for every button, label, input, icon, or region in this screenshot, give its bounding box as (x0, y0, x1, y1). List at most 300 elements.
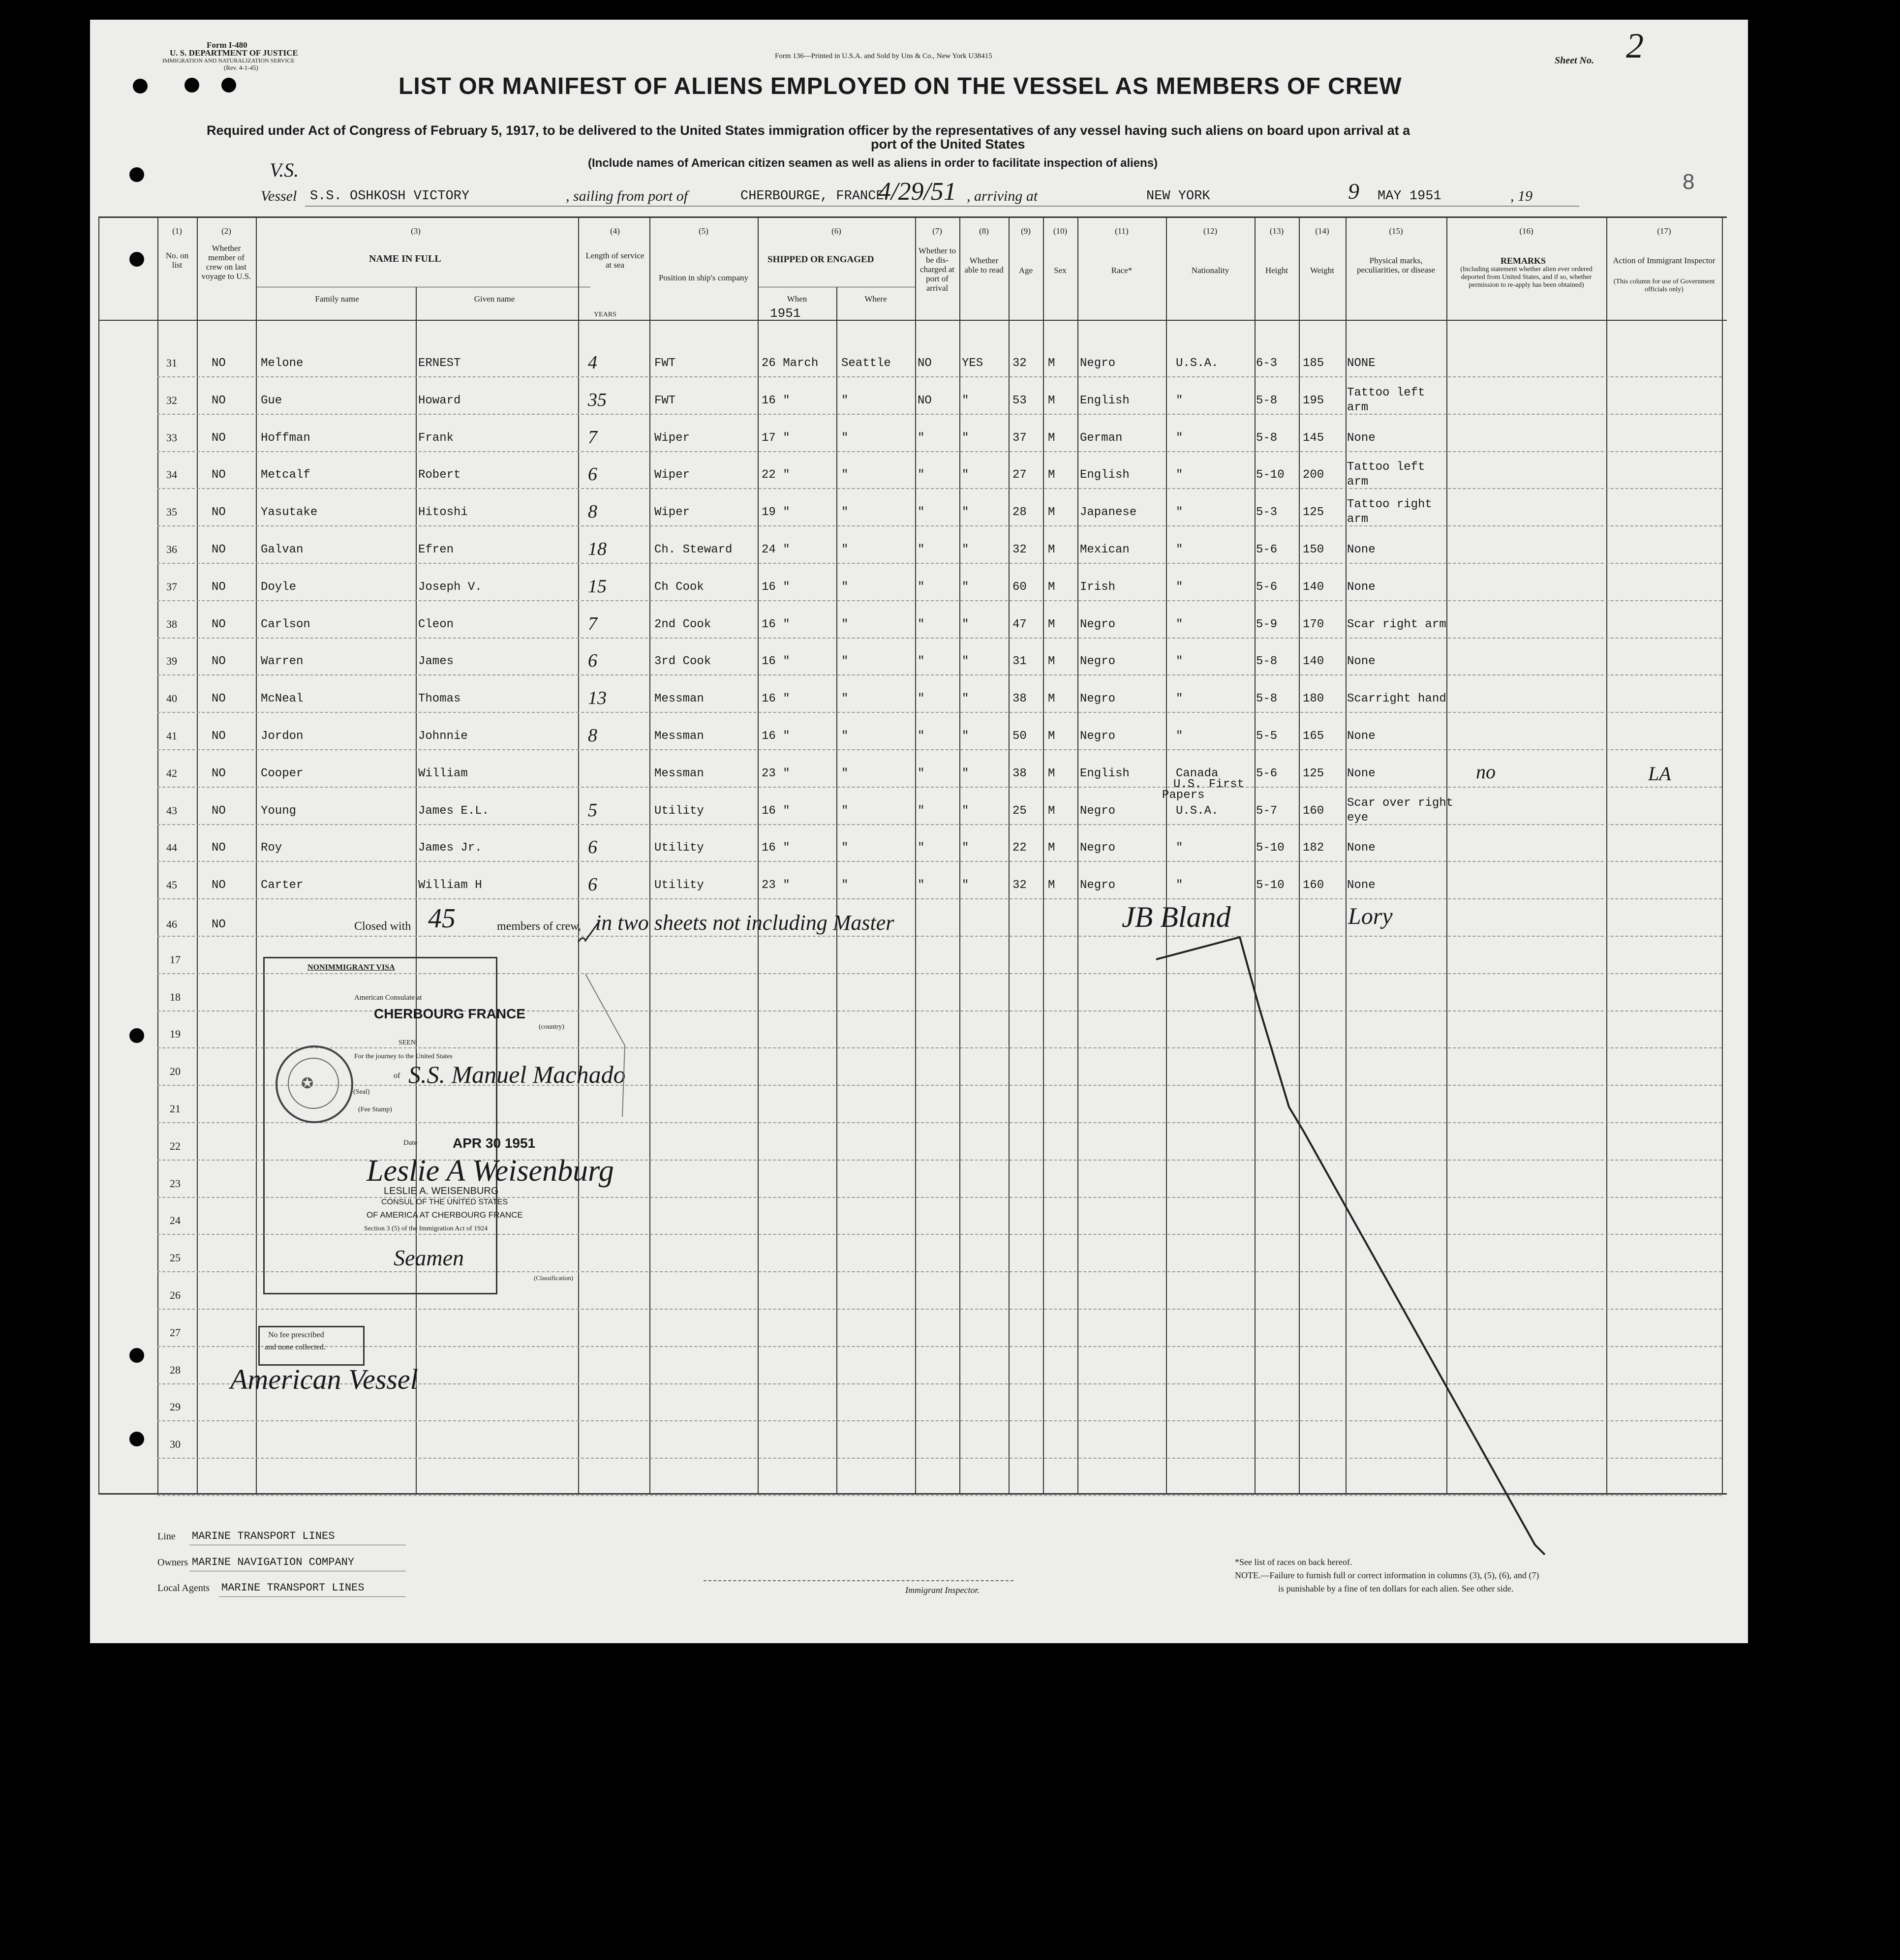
cell-given: Efren (418, 543, 454, 556)
cell-sex: M (1048, 394, 1055, 407)
subtitle-line-1: Required under Act of Congress of February 5, 1917, to be delivered to the United States immigration officer by the representatives of any vessel having such aliens on board upon arrival at a (207, 123, 1410, 138)
cell-no: 45 (166, 879, 177, 891)
cell-when: 23 " (762, 879, 790, 892)
inspector-initials-2: Lory (1348, 903, 1393, 929)
cell-read: " (962, 543, 969, 556)
cell-family: Galvan (261, 543, 304, 556)
cell-nationality: " (1176, 841, 1183, 855)
col-header-action: Action of Immigrant Inspector (1613, 256, 1716, 265)
cell-weight: 160 (1303, 879, 1324, 892)
cell-read: " (962, 468, 969, 482)
cell-read: " (962, 804, 969, 818)
closing-text: in two sheets not including Master (595, 911, 894, 935)
cell-age: 37 (1012, 431, 1027, 445)
races-note: *See list of races on back hereof. (1235, 1557, 1352, 1567)
col-header-weight: Weight (1310, 266, 1334, 275)
cell-when: 17 " (762, 431, 790, 445)
cell-years: 6 (588, 837, 597, 858)
cell-prev: NO (212, 730, 226, 743)
cell-years: 13 (588, 688, 607, 709)
cell-no: 32 (166, 394, 177, 406)
cell-weight: 150 (1303, 543, 1324, 556)
cell-years: 7 (588, 427, 597, 448)
cell-height: 5-6 (1256, 766, 1278, 780)
cell-where: " (841, 543, 849, 556)
sailing-date: 4/29/51 (878, 178, 956, 206)
cell-marks: None (1347, 841, 1376, 855)
col-num-3: (3) (411, 226, 421, 236)
cell-height: 5-10 (1256, 841, 1285, 855)
cell-sex: M (1048, 692, 1055, 706)
stamp-classification-label: (Classification) (534, 1274, 574, 1282)
cell-weight: 200 (1303, 468, 1324, 482)
cell-discharged: " (918, 804, 925, 818)
cell-years: 35 (588, 389, 607, 410)
cell-weight: 145 (1303, 431, 1324, 445)
col-header-service: Length of service at sea (585, 251, 644, 270)
cell-given: William H (418, 879, 482, 892)
cell-no: 44 (166, 841, 177, 854)
footer-line: MARINE TRANSPORT LINES (192, 1530, 335, 1542)
cell-prev: NO (212, 357, 226, 370)
closing-members: members of crew, (497, 920, 582, 933)
cell-race: Negro (1080, 692, 1116, 706)
cell-discharged: " (918, 543, 925, 556)
check-mark (578, 920, 600, 942)
cell-race: English (1080, 394, 1130, 407)
cell-age: 31 (1012, 655, 1027, 669)
cell-sex: M (1048, 580, 1055, 594)
cell-family: Doyle (261, 580, 297, 594)
empty-row-number: 23 (170, 1177, 181, 1190)
inspector-label: Immigrant Inspector. (905, 1585, 980, 1595)
stamp-journey: For the journey to the United States (354, 1053, 453, 1060)
sheet-number: 2 (1626, 26, 1644, 65)
cell-when: 24 " (762, 543, 790, 556)
arrival-day: 9 (1348, 179, 1359, 204)
cell-no: 35 (166, 506, 177, 519)
vessel-name: S.S. OSHKOSH VICTORY (310, 189, 470, 204)
cell-given: ERNEST (418, 357, 461, 370)
col-header-height: Height (1265, 266, 1288, 275)
col-header-sex: Sex (1054, 266, 1067, 275)
cell-where: " (841, 580, 849, 594)
cell-race: Japanese (1080, 506, 1137, 520)
cell-position: Wiper (654, 468, 690, 482)
cell-nationality: " (1176, 394, 1183, 407)
stamp-vessel: S.S. Manuel Machado (408, 1061, 626, 1088)
cell-weight: 140 (1303, 655, 1324, 669)
empty-row-number: 29 (170, 1401, 181, 1413)
consul-place: OF AMERICA AT CHERBOURG FRANCE (367, 1210, 523, 1220)
cell-action: LA (1648, 762, 1671, 785)
cell-where: " (841, 468, 849, 482)
cell-years: 5 (588, 799, 597, 821)
col-num-4: (4) (610, 226, 620, 236)
cell-where: " (841, 692, 849, 706)
cell-no: 36 (166, 543, 177, 555)
cell-position: 2nd Cook (654, 617, 711, 631)
col-num-9: (9) (1021, 226, 1031, 236)
cell-marks: None (1347, 431, 1376, 445)
cell-where: " (841, 394, 849, 407)
col-header-position: Position in ship's company (658, 273, 749, 282)
cell-race: English (1080, 468, 1130, 482)
cell-sex: M (1048, 766, 1055, 780)
cell-years: 6 (588, 650, 597, 672)
stamp-place: CHERBOURG FRANCE (374, 1006, 525, 1021)
col-header-years: YEARS (594, 311, 616, 318)
col-header-family-name: Family name (315, 294, 359, 304)
cell-discharged: " (918, 617, 925, 631)
col-header-discharged: Whether to be dis-charged at port of arrival (919, 246, 956, 293)
cell-position: Utility (654, 804, 704, 818)
cell-weight: 160 (1303, 804, 1324, 818)
col-num-12: (12) (1203, 226, 1218, 236)
footer-agents: MARINE TRANSPORT LINES (221, 1582, 365, 1594)
american-vessel-note: American Vessel (230, 1363, 418, 1395)
cell-age: 47 (1012, 617, 1027, 631)
inspector-initials: JB Bland (1122, 901, 1231, 933)
empty-row-number: 26 (170, 1289, 181, 1301)
cell-family: Melone (261, 357, 304, 370)
cell-weight: 140 (1303, 580, 1324, 594)
cell-position: Messman (654, 766, 704, 780)
consul-name: LESLIE A. WEISENBURG (384, 1186, 499, 1196)
col-num-6: (6) (831, 226, 841, 236)
cell-years: 7 (588, 613, 597, 634)
fee-line-1: No fee prescribed (268, 1331, 324, 1339)
cell-no: 37 (166, 580, 177, 593)
cell-read: " (962, 655, 969, 669)
empty-row-number: 21 (170, 1102, 181, 1115)
cell-when: 16 " (762, 617, 790, 631)
cell-discharged: " (918, 879, 925, 892)
cell-no: 34 (166, 468, 177, 481)
cell-nationality: " (1176, 580, 1183, 594)
cell-position: FWT (654, 357, 676, 370)
col-header-physical-marks: Physical marks, peculiarities, or disease (1356, 256, 1436, 275)
empty-row-number: 27 (170, 1326, 181, 1339)
service: IMMIGRATION AND NATURALIZATION SERVICE (162, 57, 295, 64)
empty-row-number: 19 (170, 1028, 181, 1041)
cell-position: Ch. Steward (654, 543, 733, 556)
cell-position: Utility (654, 879, 704, 892)
cell-nationality-note: Papers (1162, 788, 1205, 802)
cell-family: Metcalf (261, 468, 310, 482)
cell-when: 16 " (762, 804, 790, 818)
col-num-15: (15) (1389, 226, 1403, 236)
page-title: LIST OR MANIFEST OF ALIENS EMPLOYED ON THE VESSEL AS MEMBERS OF CREW (398, 73, 1402, 99)
cell-when: 23 " (762, 766, 790, 780)
cell-prev: NO (212, 394, 226, 407)
col-num-14: (14) (1315, 226, 1329, 236)
col-header-age: Age (1018, 266, 1033, 275)
cell-read: " (962, 506, 969, 520)
cell-where: " (841, 766, 849, 780)
cell-given: Howard (418, 394, 461, 407)
cell-discharged: " (918, 730, 925, 743)
cell-prev: NO (212, 580, 226, 594)
cell-no: 42 (166, 766, 177, 779)
cell-read: " (962, 879, 969, 892)
col-num-1: (1) (172, 226, 182, 236)
cell-age: 60 (1012, 580, 1027, 594)
col-header-year-value: 1951 (770, 306, 801, 321)
cell-sex: M (1048, 431, 1055, 445)
cell-marks: Scar over right (1347, 796, 1454, 810)
footer-owners-label: Owners (157, 1557, 188, 1568)
empty-row-number: 30 (170, 1438, 181, 1451)
cell-prev: NO (212, 543, 226, 556)
cell-years: 8 (588, 501, 597, 522)
cell-discharged: NO (918, 394, 932, 407)
col-num-2: (2) (221, 226, 231, 236)
empty-row-number: 18 (170, 990, 181, 1003)
cell-where: " (841, 431, 849, 445)
cell-family: Hoffman (261, 431, 310, 445)
col-header-remarks: REMARKS (1501, 256, 1546, 266)
cell-prev: NO (212, 655, 226, 669)
cell-given: Joseph V. (418, 580, 482, 594)
revision: (Rev. 4-1-45) (224, 64, 258, 71)
col-header-where: Where (864, 294, 887, 304)
cell-age: 25 (1012, 804, 1027, 818)
penalty-note-1: NOTE.—Failure to furnish full or correct information in columns (3), (5), (6), and (7) (1235, 1570, 1539, 1580)
cell-sex: M (1048, 655, 1055, 669)
year-label: , 19 (1510, 188, 1532, 204)
cell-family: Gue (261, 394, 282, 407)
cell-race: Negro (1080, 841, 1116, 855)
cell-years: 8 (588, 725, 597, 746)
cell-given: William (418, 766, 468, 780)
cell-position: Wiper (654, 431, 690, 445)
cell-height: 5-7 (1256, 804, 1278, 818)
cell-sex: M (1048, 468, 1055, 482)
cell-age: 50 (1012, 730, 1027, 743)
cell-where: " (841, 730, 849, 743)
cell-remarks-handwritten: no (1476, 760, 1496, 783)
cell-no: 31 (166, 357, 177, 369)
cell-height: 5-8 (1256, 431, 1278, 445)
cell-height: 5-10 (1256, 879, 1285, 892)
cell-race: Negro (1080, 655, 1116, 669)
footer-agents-label: Local Agents (157, 1583, 210, 1593)
cell-sex: M (1048, 543, 1055, 556)
col-header-nationality: Nationality (1191, 266, 1229, 275)
cell-height: 5-6 (1256, 580, 1278, 594)
cell-age: 27 (1012, 468, 1027, 482)
cell-read: " (962, 394, 969, 407)
cell-weight: 180 (1303, 692, 1324, 706)
cell-where: " (841, 617, 849, 631)
cell-sex: M (1048, 879, 1055, 892)
cell-when: 16 " (762, 655, 790, 669)
col-header-when: When (787, 294, 807, 304)
col-num-13: (13) (1269, 226, 1284, 236)
col-num-7: (7) (932, 226, 942, 236)
cell-nationality-note: U.S. First (1173, 777, 1245, 791)
cell-race: Negro (1080, 879, 1116, 892)
cell-discharged: " (918, 468, 925, 482)
cell-where: " (841, 841, 849, 855)
cell-height: 5-9 (1256, 617, 1278, 631)
consul-title: CONSUL OF THE UNITED STATES (381, 1198, 508, 1206)
cell-race: Negro (1080, 617, 1116, 631)
stamp-of-label: of (394, 1072, 400, 1080)
cell-marks: Tattoo left (1347, 460, 1425, 474)
cell-nationality: " (1176, 468, 1183, 482)
cell-nationality: " (1176, 692, 1183, 706)
cell-family: Carter (261, 879, 304, 892)
cell-read: " (962, 766, 969, 780)
cell-when: 16 " (762, 841, 790, 855)
cell-marks: None (1347, 543, 1376, 556)
cell-sex: M (1048, 804, 1055, 818)
eagle-icon: ✪ (301, 1075, 314, 1092)
cell-race: Mexican (1080, 543, 1130, 556)
cell-marks: None (1347, 766, 1376, 780)
cell-no: 39 (166, 655, 177, 668)
cell-prev: NO (212, 692, 226, 706)
cell-discharged: " (918, 431, 925, 445)
cell-age: 32 (1012, 879, 1027, 892)
cell-nationality: " (1176, 506, 1183, 520)
cell-prev: NO (212, 468, 226, 482)
cell-given: Cleon (418, 617, 454, 631)
stamp-country-label: (country) (539, 1023, 565, 1031)
stamp-date: APR 30 1951 (453, 1135, 536, 1151)
col-header-able-to-read: Whether able to read (964, 256, 1004, 275)
cell-family: Cooper (261, 766, 304, 780)
cell-given: Johnnie (418, 730, 468, 743)
cell-marks: Scar right arm (1347, 617, 1446, 631)
cell-years: 4 (588, 352, 597, 373)
footer-line-label: Line (157, 1531, 176, 1542)
cell-prev: NO (212, 506, 226, 520)
cell-family: Warren (261, 655, 304, 669)
cell-marks: None (1347, 879, 1376, 892)
cell-family: Young (261, 804, 297, 818)
cell-race: German (1080, 431, 1123, 445)
stamp-seal-label: (Seal) (353, 1088, 370, 1096)
row-prev-voyage: NO (212, 918, 226, 931)
cell-nationality: U.S.A. (1176, 357, 1219, 370)
cancel-line (1156, 937, 1545, 1555)
cell-height: 5-8 (1256, 394, 1278, 407)
sailing-label: , sailing from port of (566, 188, 688, 204)
cell-discharged: " (918, 692, 925, 706)
cell-discharged: " (918, 580, 925, 594)
col-num-16: (16) (1519, 226, 1533, 236)
arrival-date: MAY 1951 (1378, 189, 1441, 204)
cell-when: 16 " (762, 580, 790, 594)
cell-family: Yasutake (261, 506, 318, 520)
cell-sex: M (1048, 506, 1055, 520)
stamp-fee-label: (Fee Stamp) (358, 1106, 392, 1113)
empty-row-number: 24 (170, 1214, 181, 1227)
cell-family: Jordon (261, 730, 304, 743)
empty-row-number: 22 (170, 1139, 181, 1152)
cell-given: Thomas (418, 692, 461, 706)
cell-height: 5-5 (1256, 730, 1278, 743)
cell-read: " (962, 580, 969, 594)
cell-discharged: " (918, 655, 925, 669)
cell-age: 53 (1012, 394, 1027, 407)
cell-position: Utility (654, 841, 704, 855)
subtitle-line-3: (Include names of American citizen seamen as well as aliens in order to facilitate inspection of aliens) (588, 156, 1158, 170)
cell-read: YES (962, 357, 983, 370)
cell-where: " (841, 655, 849, 669)
cell-race: English (1080, 766, 1130, 780)
cell-years: 18 (588, 539, 607, 559)
cell-when: 16 " (762, 692, 790, 706)
cell-nationality: " (1176, 730, 1183, 743)
penalty-note-2: is punishable by a fine of ten dollars for each alien. See other side. (1278, 1584, 1514, 1593)
cell-height: 5-8 (1256, 655, 1278, 669)
cell-nationality: " (1176, 543, 1183, 556)
form-id: Form I-480 (207, 40, 247, 50)
cell-when: 16 " (762, 394, 790, 407)
sheet-label: Sheet No. (1555, 55, 1594, 66)
stamp-header: NONIMMIGRANT VISA (307, 963, 395, 972)
cell-family: Carlson (261, 617, 310, 631)
cell-no: 41 (166, 730, 177, 742)
cell-nationality: " (1176, 655, 1183, 669)
cell-height: 5-3 (1256, 506, 1278, 520)
cell-marks-line-2: arm (1347, 513, 1369, 526)
col-num-5: (5) (699, 226, 708, 236)
cell-sex: M (1048, 357, 1055, 370)
cell-discharged: " (918, 766, 925, 780)
cell-discharged: " (918, 841, 925, 855)
margin-mark: 8 (1683, 170, 1695, 194)
cell-nationality: " (1176, 879, 1183, 892)
stamp-classification: Seamen (394, 1245, 464, 1270)
col-num-10: (10) (1053, 226, 1068, 236)
cell-weight: 182 (1303, 841, 1324, 855)
cell-no: 38 (166, 617, 177, 630)
cell-when: 22 " (762, 468, 790, 482)
cell-weight: 125 (1303, 506, 1324, 520)
cell-when: 19 " (762, 506, 790, 520)
cell-where: " (841, 506, 849, 520)
cell-nationality: " (1176, 431, 1183, 445)
printer-line: Form 136—Printed in U.S.A. and Sold by Uns & Co., New York U38415 (775, 52, 992, 60)
vessel-label: Vessel (261, 188, 297, 204)
cell-prev: NO (212, 766, 226, 780)
action-note: (This column for use of Government officials only) (1613, 278, 1715, 293)
cell-marks-line-2: eye (1347, 811, 1369, 825)
cell-where: " (841, 804, 849, 818)
cell-given: James E.L. (418, 804, 490, 818)
arrival-port: NEW YORK (1146, 189, 1210, 204)
cell-sex: M (1048, 617, 1055, 631)
seal-tail (585, 974, 625, 1117)
col-header-shipped: SHIPPED OR ENGAGED (767, 254, 874, 265)
departure-port: CHERBOURGE, FRANCE (740, 189, 884, 204)
cell-weight: 185 (1303, 357, 1324, 370)
cell-marks: Scarright hand (1347, 692, 1446, 706)
cell-position: Messman (654, 730, 704, 743)
cell-read: " (962, 692, 969, 706)
col-header-given-name: Given name (474, 294, 515, 304)
cell-when: 16 " (762, 730, 790, 743)
cell-race: Negro (1080, 804, 1116, 818)
cell-age: 28 (1012, 506, 1027, 520)
col-header-prior-voyage: Whether member of crew on last voyage to U.S. (201, 244, 251, 281)
cell-marks-line-2: arm (1347, 475, 1369, 489)
